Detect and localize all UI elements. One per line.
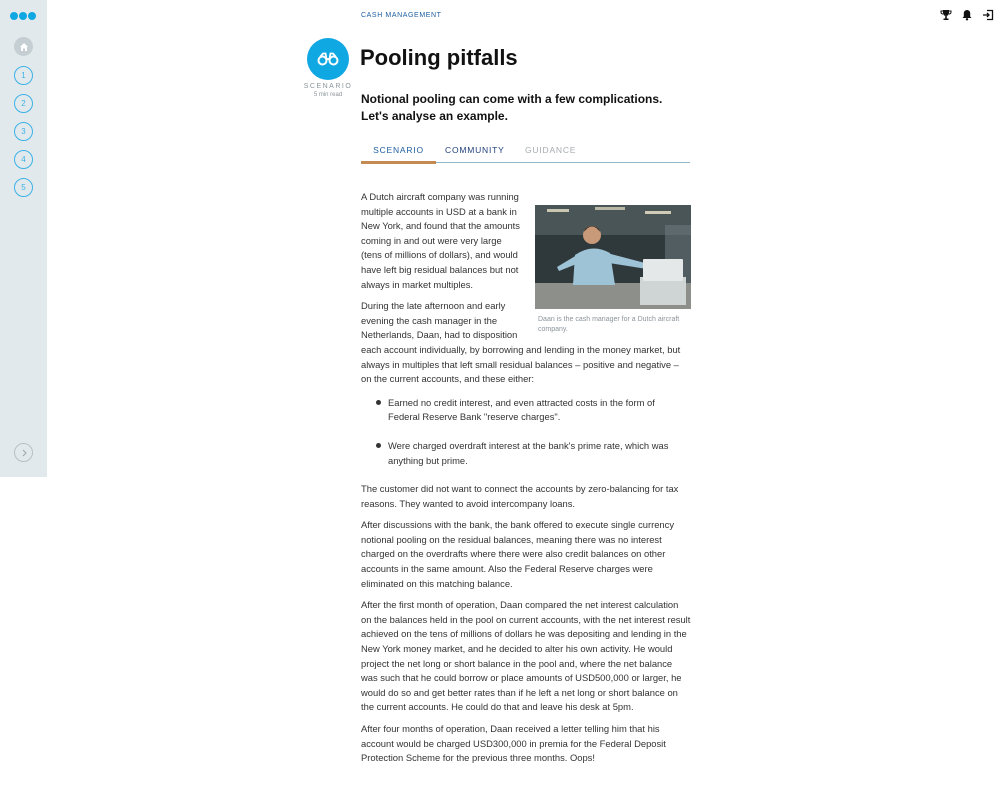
home-icon [19, 42, 29, 52]
tab-bar [361, 145, 690, 163]
bell-icon[interactable] [961, 8, 973, 20]
top-toolbar [940, 8, 994, 20]
sidebar-step-5[interactable]: 5 [14, 178, 33, 197]
tab-scenario[interactable]: SCENARIO [361, 145, 436, 164]
sidebar [0, 0, 47, 477]
binoculars-icon [317, 52, 339, 66]
scenario-badge [307, 38, 349, 80]
sidebar-step-4[interactable]: 4 [14, 150, 33, 169]
article-body [361, 190, 691, 773]
paragraph-2: During the late afternoon and early evening the cash manager in the Netherlands, Daan, had to disposition each account individually, by borrowing and lending in the money market, but always in multiples that left small residual balances – positive and negative – on the current accounts, and these either: [361, 300, 681, 385]
logout-icon[interactable] [982, 8, 994, 20]
page-title: Pooling pitfalls [360, 45, 518, 70]
badge-label: SCENARIO [303, 83, 353, 90]
sidebar-step-3[interactable]: 3 [14, 122, 33, 141]
article-figure [535, 205, 691, 335]
paragraph-4: After discussions with the bank, the bank offered to execute single currency notional pooling on the residual balances, meaning there was no interest charged on the overdrafts where there were also credit balances on other accounts in the same amount. Also the Federal Reserve charges were eliminated on this matching balance. [361, 519, 675, 589]
photo-illustration [535, 205, 691, 309]
paragraph-1: A Dutch aircraft company was running multiple accounts in USD at a bank in New York, and found that the amounts coming in and out were very large (tens of millions of dollars), and would have left big residual balances but not always in market multiples. [361, 191, 520, 290]
paragraph-6: After four months of operation, Daan received a letter telling him that his account would be charged USD300,000 in premia for the Federal Deposit Protection Scheme for the previous three months. Oops! [361, 723, 666, 764]
bullet-list [361, 396, 691, 468]
brand-logo[interactable] [10, 11, 36, 21]
paragraph-5: After the first month of operation, Daan compared the net interest calculation on the balances held in the pool on current accounts, with the net interest result achieved on the tens of millions of dollars he was depositing and lending in the New York money market, and he decided to alter his own activity. He would project the net long or short balance in the pool and, where the net balance was such that he could borrow or place amounts of USD500,000 or larger, he would do so and get better rates than if he left a net long or short balance on the current accounts. He could do that and leave his desk at 5pm. [361, 599, 691, 713]
paragraph-3: The customer did not want to connect the accounts by zero-balancing for tax reasons. They wanted to avoid intercompany loans. [361, 483, 679, 509]
read-time: 5 min read [313, 92, 343, 98]
trophy-icon[interactable] [940, 8, 952, 20]
sidebar-step-2[interactable]: 2 [14, 94, 33, 113]
list-item: Were charged overdraft interest at the bank's prime rate, which was anything but prime. [361, 439, 681, 468]
sidebar-expand-button[interactable] [14, 443, 33, 462]
image-caption: Daan is the cash manager for a Dutch aircraft company. [538, 316, 680, 333]
sidebar-step-1[interactable]: 1 [14, 66, 33, 85]
list-item: Earned no credit interest, and even attracted costs in the form of Federal Reserve Bank "reserve charges". [361, 396, 681, 425]
chevron-right-icon [20, 449, 28, 457]
cash-manager-photo [535, 205, 691, 309]
category-label[interactable]: CASH MANAGEMENT [361, 12, 442, 19]
home-button[interactable] [14, 37, 33, 56]
tab-community[interactable]: COMMUNITY [445, 145, 505, 155]
page-subtitle: Notional pooling can come with a few complications. Let's analyse an example. [361, 92, 663, 123]
tab-guidance[interactable]: GUIDANCE [525, 145, 577, 155]
